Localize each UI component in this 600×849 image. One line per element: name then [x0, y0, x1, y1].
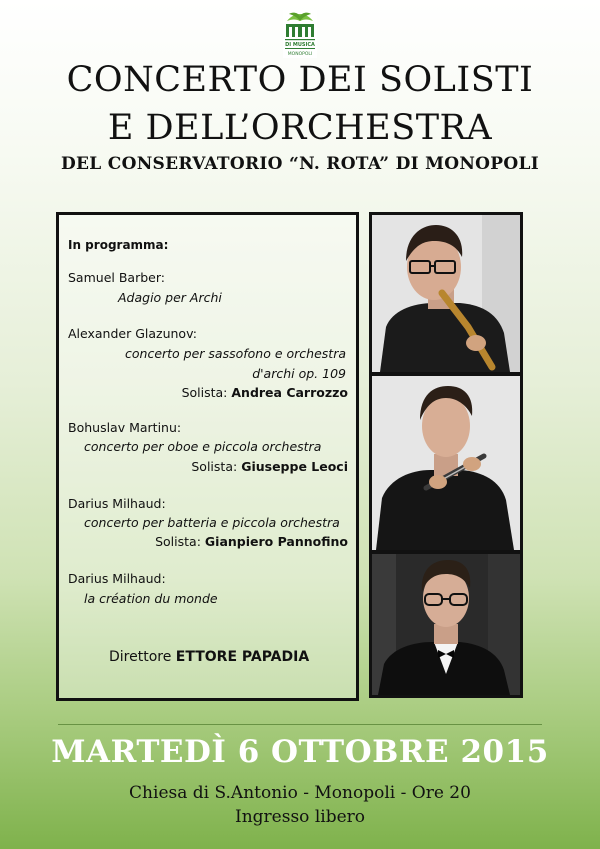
svg-text:MONOPOLI: MONOPOLI [287, 52, 313, 57]
soloist-name: Giuseppe Leoci [241, 459, 348, 474]
composer-milhaud-2: Darius Milhaud: [68, 571, 166, 586]
svg-text:DI MUSICA: DI MUSICA [285, 42, 315, 48]
event-date: MARTEDÌ 6 OTTOBRE 2015 [51, 734, 549, 770]
soloist-glazunov [182, 383, 348, 403]
work-glazunov-line1: concerto per sassofono e orchestra [125, 346, 346, 361]
program-box [56, 212, 359, 701]
composer-milhaud-1: Darius Milhaud: [68, 496, 166, 511]
composer-barber: Samuel Barber: [68, 270, 165, 285]
soloist-label: Solista: [155, 534, 201, 549]
program-heading: In programma: [68, 238, 169, 252]
work-barber: Adagio per Archi [118, 290, 222, 305]
composer-glazunov: Alexander Glazunov: [68, 326, 198, 341]
soloist-milhaud [155, 532, 348, 552]
work-glazunov-line2: d'archi op. 109 [252, 366, 346, 381]
percussionist-photo [372, 554, 520, 695]
photo-column [369, 212, 523, 698]
director-line [109, 647, 309, 667]
conservatory-logo [283, 10, 317, 58]
subtitle: DEL CONSERVATORIO “N. ROTA” DI MONOPOLI [61, 154, 539, 174]
work-martinu: concerto per oboe e piccola orchestra [84, 439, 322, 454]
director-label: Direttore [109, 649, 172, 665]
event-entry: Ingresso libero [235, 807, 365, 827]
soloist-name: Andrea Carrozzo [231, 385, 348, 400]
soloist-name: Gianpiero Pannofino [204, 534, 348, 549]
soloist-martinu [191, 457, 348, 477]
event-place: Chiesa di S.Antonio - Monopoli - Ore 20 [129, 783, 471, 803]
title-line-2: E DELL’ORCHESTRA [107, 108, 493, 148]
soloist-label: Solista: [191, 459, 238, 474]
divider-line [58, 724, 542, 725]
composer-martinu: Bohuslav Martinu: [68, 420, 182, 435]
director-name: ETTORE PAPADIA [175, 649, 310, 665]
soloist-label: Solista: [181, 385, 228, 400]
work-milhaud-2: la création du monde [84, 591, 218, 606]
saxophonist-photo [372, 215, 520, 372]
work-milhaud-1: concerto per batteria e piccola orchestra [84, 515, 340, 530]
oboist-photo [372, 376, 520, 550]
title-line-1: CONCERTO DEI SOLISTI [66, 60, 534, 100]
